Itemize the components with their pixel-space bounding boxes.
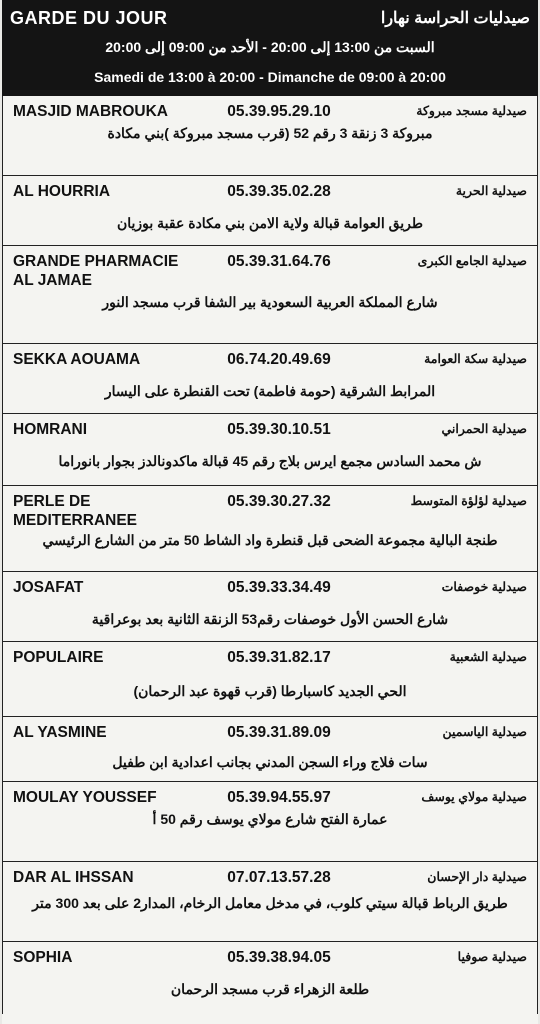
pharmacy-on-duty-sheet [2, 0, 538, 1024]
pharmacy-name-arabic: صيدلية سكة العوامة [424, 352, 527, 366]
pharmacy-phone[interactable]: 05.39.31.64.76 [227, 253, 331, 270]
schedule-arabic: السبت من 13:00 إلى 20:00 - الأحد من 09:00 إلى 20:00 [105, 39, 435, 55]
schedule-french: Samedi de 13:00 à 20:00 - Dimanche de 09:00 à 20:00 [94, 69, 446, 85]
pharmacy-name: AL YASMINE [13, 724, 107, 741]
pharmacy-name: POPULAIRE [13, 649, 104, 666]
pharmacy-row [3, 862, 537, 942]
pharmacy-address: طنجة البالية مجموعة الضحى قبل قنطرة واد الشاط 50 متر من الشارع الرئيسي [42, 532, 498, 548]
header-title-row [10, 4, 530, 32]
pharmacy-address: ش محمد السادس مجمع ايرس بلاج رقم 45 قبالة ماكدونالدز بجوار بانوراما [58, 453, 482, 469]
pharmacy-name: JOSAFAT [13, 579, 84, 596]
pharmacy-name-arabic: صيدلية مسجد مبروكة [416, 104, 527, 118]
pharmacy-phone[interactable]: 05.39.31.89.09 [227, 724, 331, 741]
pharmacy-phone[interactable]: 07.07.13.57.28 [227, 869, 331, 886]
pharmacy-address: طريق الرباط قبالة سيتي كلوب، في مدخل معامل الرخام، المدار2 على بعد 300 متر [32, 895, 508, 911]
pharmacy-row [3, 176, 537, 246]
pharmacy-phone[interactable]: 05.39.31.82.17 [227, 649, 331, 666]
pharmacy-row [3, 572, 537, 642]
pharmacy-name-arabic: صيدلية مولاي يوسف [421, 790, 527, 804]
pharmacy-address: الحي الجديد كاسبارطا (قرب قهوة عبد الرحمان) [133, 683, 407, 699]
pharmacy-name: GRANDE PHARMACIE AL JAMAE [13, 253, 179, 289]
pharmacy-phone[interactable]: 05.39.35.02.28 [227, 183, 331, 200]
pharmacy-name-arabic: صيدلية الياسمين [442, 725, 527, 739]
pharmacy-address: مبروكة 3 زنقة 3 رقم 52 (قرب مسجد مبروكة )بني مكادة [107, 125, 433, 141]
pharmacy-phone[interactable]: 05.39.33.34.49 [227, 579, 331, 596]
pharmacy-address: طريق العوامة قبالة ولاية الامن بني مكادة عقبة بوزيان [116, 215, 424, 231]
pharmacy-phone[interactable]: 05.39.30.27.32 [227, 493, 331, 510]
pharmacy-row [3, 486, 537, 572]
pharmacy-name-arabic: صيدلية الحمراني [441, 422, 527, 436]
pharmacy-phone[interactable]: 05.39.30.10.51 [227, 421, 331, 438]
pharmacy-name-arabic: صيدلية الجامع الكبرى [417, 254, 527, 268]
pharmacy-list [2, 96, 538, 1014]
pharmacy-name-arabic: صيدلية دار الإحسان [427, 870, 527, 884]
pharmacy-name: SEKKA AOUAMA [13, 351, 141, 368]
pharmacy-row [3, 414, 537, 486]
pharmacy-phone[interactable]: 05.39.94.55.97 [227, 789, 331, 806]
pharmacy-name: SOPHIA [13, 949, 73, 966]
pharmacy-address: طلعة الزهراء قرب مسجد الرحمان [170, 981, 370, 997]
pharmacy-name: HOMRANI [13, 421, 88, 438]
pharmacy-address: شارع المملكة العربية السعودية بير الشفا قرب مسجد النور [102, 294, 438, 310]
pharmacy-address: عمارة الفتح شارع مولاي يوسف رقم 50 أ [152, 811, 388, 827]
pharmacy-name: PERLE DE MEDITERRANEE [13, 493, 138, 529]
pharmacy-address: المرابط الشرقية (حومة فاطمة) تحت القنطرة على اليسار [104, 383, 436, 399]
pharmacy-row [3, 782, 537, 862]
pharmacy-row [3, 96, 537, 176]
pharmacy-name-arabic: صيدلية الشعبية [449, 650, 527, 664]
pharmacy-row [3, 642, 537, 717]
pharmacy-name: DAR AL IHSSAN [13, 869, 134, 886]
pharmacy-name-arabic: صيدلية صوفيا [457, 950, 527, 964]
pharmacy-name: AL HOURRIA [13, 183, 111, 200]
pharmacy-row [3, 942, 537, 1014]
title-french: GARDE DU JOUR [10, 7, 168, 28]
pharmacy-phone[interactable]: 05.39.95.29.10 [227, 103, 331, 120]
pharmacy-address: شارع الحسن الأول خوصفات رقم53 الزنقة الثانية بعد بوعراقية [91, 611, 449, 627]
pharmacy-name-arabic: صيدلية لؤلؤة المتوسط [410, 494, 527, 508]
pharmacy-row [3, 344, 537, 414]
pharmacy-name: MASJID MABROUKA [13, 103, 168, 120]
pharmacy-name-arabic: صيدلية خوصفات [441, 580, 527, 594]
pharmacy-name: MOULAY YOUSSEF [13, 789, 157, 806]
title-arabic: صيدليات الحراسة نهارا [380, 10, 530, 27]
pharmacy-row [3, 717, 537, 782]
pharmacy-row [3, 246, 537, 344]
pharmacy-address: سات فلاج وراء السجن المدني بجانب اعدادية ابن طفيل [112, 754, 428, 770]
pharmacy-phone[interactable]: 05.39.38.94.05 [227, 949, 331, 966]
pharmacy-phone[interactable]: 06.74.20.49.69 [227, 351, 331, 368]
header [2, 0, 538, 96]
pharmacy-name-arabic: صيدلية الحرية [455, 184, 527, 198]
